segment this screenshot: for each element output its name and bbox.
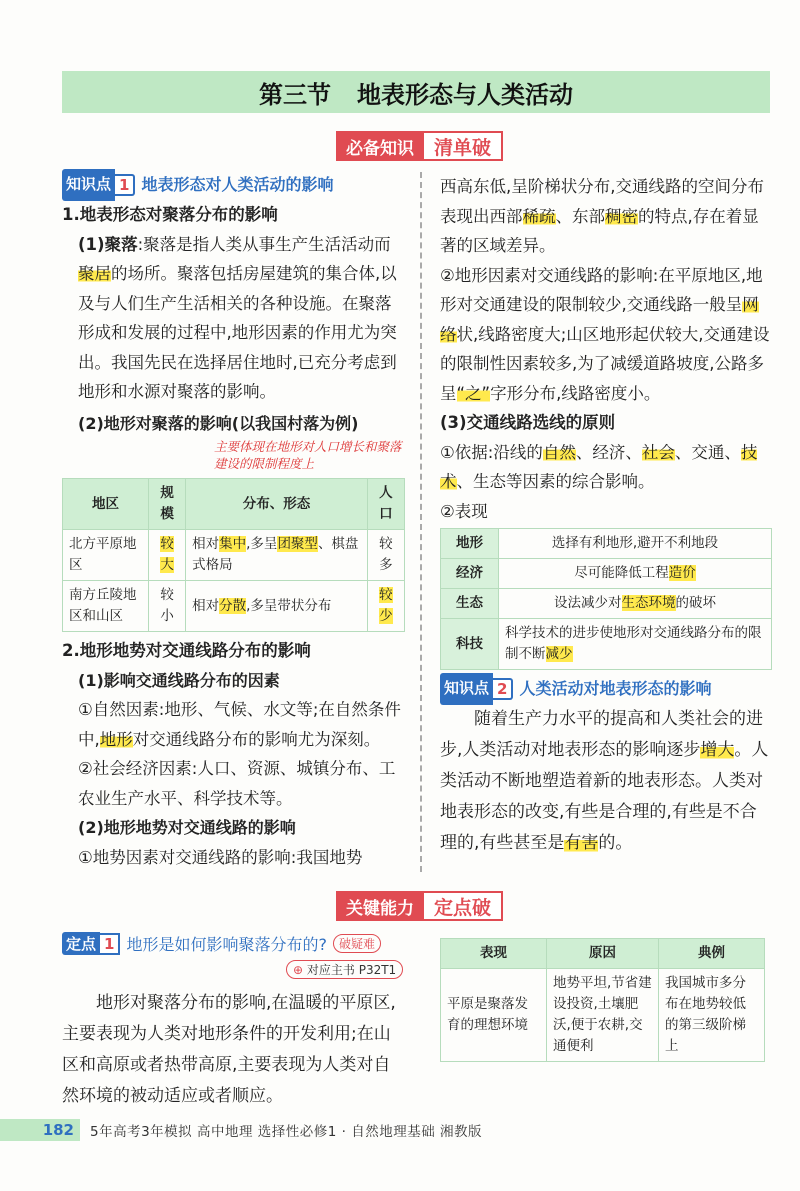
table-row xyxy=(63,530,405,581)
table-cell xyxy=(367,581,404,632)
text: 状,线路密度大;山区地形起伏较大,交通建设的限制性因素较多,为了减缓道路坡度,公路多呈 xyxy=(440,324,770,403)
highlight: 技术 xyxy=(440,442,758,491)
pill-label: 关键能力 xyxy=(336,891,424,921)
table-row-label: 地形 xyxy=(441,529,499,559)
table-row-label: 科技 xyxy=(441,619,499,670)
pill-label: 必备知识 xyxy=(336,131,424,161)
reference-text: 对应主书 P32T1 xyxy=(306,963,397,977)
text: 相对 xyxy=(192,597,220,614)
text: 随着生产力水平的提高和人类社会的进步,人类活动对地表形态的影响逐步 xyxy=(440,709,763,760)
table-cell: 较小 xyxy=(149,581,186,632)
table-row-label: 生态 xyxy=(441,589,499,619)
paragraph-terrain-influence: ①地势因素对交通线路的影响:我国地势 xyxy=(78,847,363,867)
page-title xyxy=(62,71,770,113)
paragraph-natural-factors xyxy=(62,695,405,754)
target-icon: ⊕ xyxy=(293,963,304,977)
text: 字形分布,线路密度小。 xyxy=(490,383,661,403)
text: 的特点,存在着显著的区域差异。 xyxy=(440,206,759,255)
text: 西高东低,呈阶梯状分布,交通线路的空间分布表现出西部 xyxy=(440,177,764,226)
highlight: 减少 xyxy=(545,646,573,662)
highlight: 聚居 xyxy=(78,264,111,283)
table-cell: 南方丘陵地区和山区 xyxy=(63,581,149,632)
text: ②地形因素对交通线路的影响:在平原地区,地形对交通建设的限制较少,交通线路一般呈 xyxy=(440,265,763,314)
table-cell xyxy=(499,589,772,619)
table-header: 地区 xyxy=(63,479,149,530)
table-row xyxy=(441,559,772,589)
left-column xyxy=(62,172,405,872)
text: 对交通线路分布的影响尤为深刻。 xyxy=(132,729,381,749)
paragraph-performance: ②表现 xyxy=(440,501,488,521)
highlight: 生态环境 xyxy=(621,595,676,611)
heading-route-principles: (3)交通线路选线的原则 xyxy=(440,413,616,432)
table-cell xyxy=(499,559,772,589)
table-row xyxy=(441,589,772,619)
table-cell xyxy=(186,530,368,581)
pill-emphasis: 定点破 xyxy=(424,891,503,921)
heading-terrain-transport: (2)地形地势对交通线路的影响 xyxy=(78,818,296,837)
paragraph-landform-influence xyxy=(440,261,772,409)
table-header: 规模 xyxy=(149,479,186,530)
table-row xyxy=(441,969,765,1062)
table-cell xyxy=(499,529,772,559)
table-cell xyxy=(149,530,186,581)
focus-title: 地形是如何影响聚落分布的? xyxy=(126,935,327,954)
highlight: 自然 xyxy=(542,442,576,462)
text: (2)地形对聚落的影响(以我国村落为例) xyxy=(78,413,359,433)
highlight: 较大 xyxy=(160,536,174,573)
section-name: 地表形态与人类活动 xyxy=(357,80,573,109)
knowledge-point-2-header xyxy=(440,676,772,702)
highlight: 网络 xyxy=(440,295,759,344)
text: ,多呈带状分布 xyxy=(246,597,332,614)
table-header: 原因 xyxy=(547,939,659,969)
focus-number: 1 xyxy=(100,933,120,955)
text: 设法减少对 xyxy=(554,595,622,611)
kp-tag: 知识点 xyxy=(440,673,493,705)
paragraph-human-impact xyxy=(440,704,772,859)
example-table xyxy=(440,938,765,1062)
text: 相对 xyxy=(192,536,220,552)
text: 的破坏 xyxy=(675,595,716,611)
settlement-table xyxy=(62,478,405,632)
text: 、经济、 xyxy=(575,442,642,462)
table-cell xyxy=(499,619,772,670)
kp-number: 2 xyxy=(493,678,513,700)
paragraph-terrain-settlement: 地形对聚落分布的影响,在温暖的平原区,主要表现为人类对地形条件的开发利用;在山区和高原或者热带高原,主要表现为人类对自然环境的被动适应或者顺应。 xyxy=(62,993,396,1106)
heading-settlement: 1.地表形态对聚落分布的影响 xyxy=(62,205,278,224)
text: ①依据:沿线的 xyxy=(440,442,543,462)
kp-title: 地表形态对人类活动的影响 xyxy=(141,175,334,195)
table-cell: 地势平坦,节省建设投资,土壤肥沃,便于农耕,交通便利 xyxy=(547,969,659,1062)
text: ①自然因素:地形、气候、水文等;在自然条件中, xyxy=(78,700,401,749)
column-divider xyxy=(420,172,422,872)
table-header: 表现 xyxy=(441,939,547,969)
table-cell: 北方平原地区 xyxy=(63,530,149,581)
handwritten-note: 主要体现在地形对人口增长和聚落建设的限制程度上 xyxy=(214,439,402,471)
section-pill-ability xyxy=(336,891,503,921)
highlight: “之” xyxy=(456,383,491,403)
text: 选择有利地形,避开不利地段 xyxy=(551,535,719,551)
reference-tag xyxy=(286,960,403,979)
text: 、生态等因素的综合影响。 xyxy=(456,472,655,491)
section-pill-knowledge xyxy=(336,131,503,161)
principles-table xyxy=(440,528,772,670)
paragraph-basis xyxy=(440,438,772,497)
highlight: 稀疏 xyxy=(522,206,556,226)
text: 科学技术的进步使地形对交通线路分布的限制不断 xyxy=(505,625,762,662)
pill-emphasis: 清单破 xyxy=(424,131,503,161)
highlight: 较少 xyxy=(379,587,393,624)
right-column xyxy=(440,172,772,859)
heading-transport: 2.地形地势对交通线路分布的影响 xyxy=(62,641,311,660)
highlight: 团聚型 xyxy=(277,536,318,552)
table-cell: 平原是聚落发育的理想环境 xyxy=(441,969,547,1062)
focus-point-1-header xyxy=(62,932,381,955)
highlight: 地形 xyxy=(99,729,133,749)
highlight: 集中 xyxy=(219,536,247,552)
highlight: 社会 xyxy=(641,442,675,462)
difficulty-badge: 破疑难 xyxy=(333,934,381,953)
term-label: (1)聚落 xyxy=(78,234,138,254)
table-row xyxy=(441,619,772,670)
paragraph-settlement-def xyxy=(62,230,405,407)
text: :聚落是指人类从事生产生活活动而 xyxy=(137,234,391,254)
text: 、交通、 xyxy=(674,442,741,462)
page-number: 182 xyxy=(0,1119,80,1141)
footer-text: 5年高考3年模拟 高中地理 选择性必修1 · 自然地理基础 湘教版 xyxy=(90,1124,483,1140)
text: 、棋盘式格局 xyxy=(192,536,359,573)
table-header: 人口 xyxy=(367,479,404,530)
paragraph-terrain-influence-cont xyxy=(440,172,772,261)
text: 的场所。聚落包括房屋建筑的集合体,以及与人们生产生活相关的各种设施。在聚落形成和发展的过程中,地形因素的作用尤为突出。我国先民在选择居住地时,已充分考虑到地形和水源对聚落的影响。 xyxy=(78,264,397,401)
text: 尽可能降低工程 xyxy=(574,565,669,581)
text: 的。 xyxy=(598,833,633,853)
paragraph-social-factors: ②社会经济因素:人口、资源、城镇分布、工农业生产水平、科学技术等。 xyxy=(78,759,396,808)
kp-tag: 知识点 xyxy=(62,169,115,201)
heading-terrain-settlement xyxy=(62,409,405,439)
highlight: 有害 xyxy=(564,833,599,853)
page-footer xyxy=(0,1118,800,1142)
text: ,多呈 xyxy=(246,536,278,552)
highlight: 稠密 xyxy=(605,206,638,226)
table-cell: 较多 xyxy=(367,530,404,581)
text: 、东部 xyxy=(555,206,605,226)
focus-tag: 定点 xyxy=(62,932,100,955)
table-cell xyxy=(186,581,368,632)
table-row xyxy=(441,529,772,559)
kp-number: 1 xyxy=(115,174,135,196)
table-row xyxy=(63,581,405,632)
kp-title: 人类活动对地表形态的影响 xyxy=(519,679,712,699)
table-header: 分布、形态 xyxy=(186,479,368,530)
text: 。人类活动不断地塑造着新的地表形态。人类对地表形态的改变,有些是合理的,有些是不合理的,有些甚至是 xyxy=(440,740,769,853)
table-header: 典例 xyxy=(659,939,765,969)
knowledge-point-1-header xyxy=(62,172,405,198)
section-number: 第三节 xyxy=(259,80,331,109)
highlight: 增大 xyxy=(700,740,735,760)
highlight: 分散 xyxy=(219,597,247,614)
table-row-label: 经济 xyxy=(441,559,499,589)
heading-factors: (1)影响交通线路分布的因素 xyxy=(78,670,280,690)
highlight: 造价 xyxy=(668,565,696,581)
table-cell: 我国城市多分布在地势较低的第三级阶梯上 xyxy=(659,969,765,1062)
